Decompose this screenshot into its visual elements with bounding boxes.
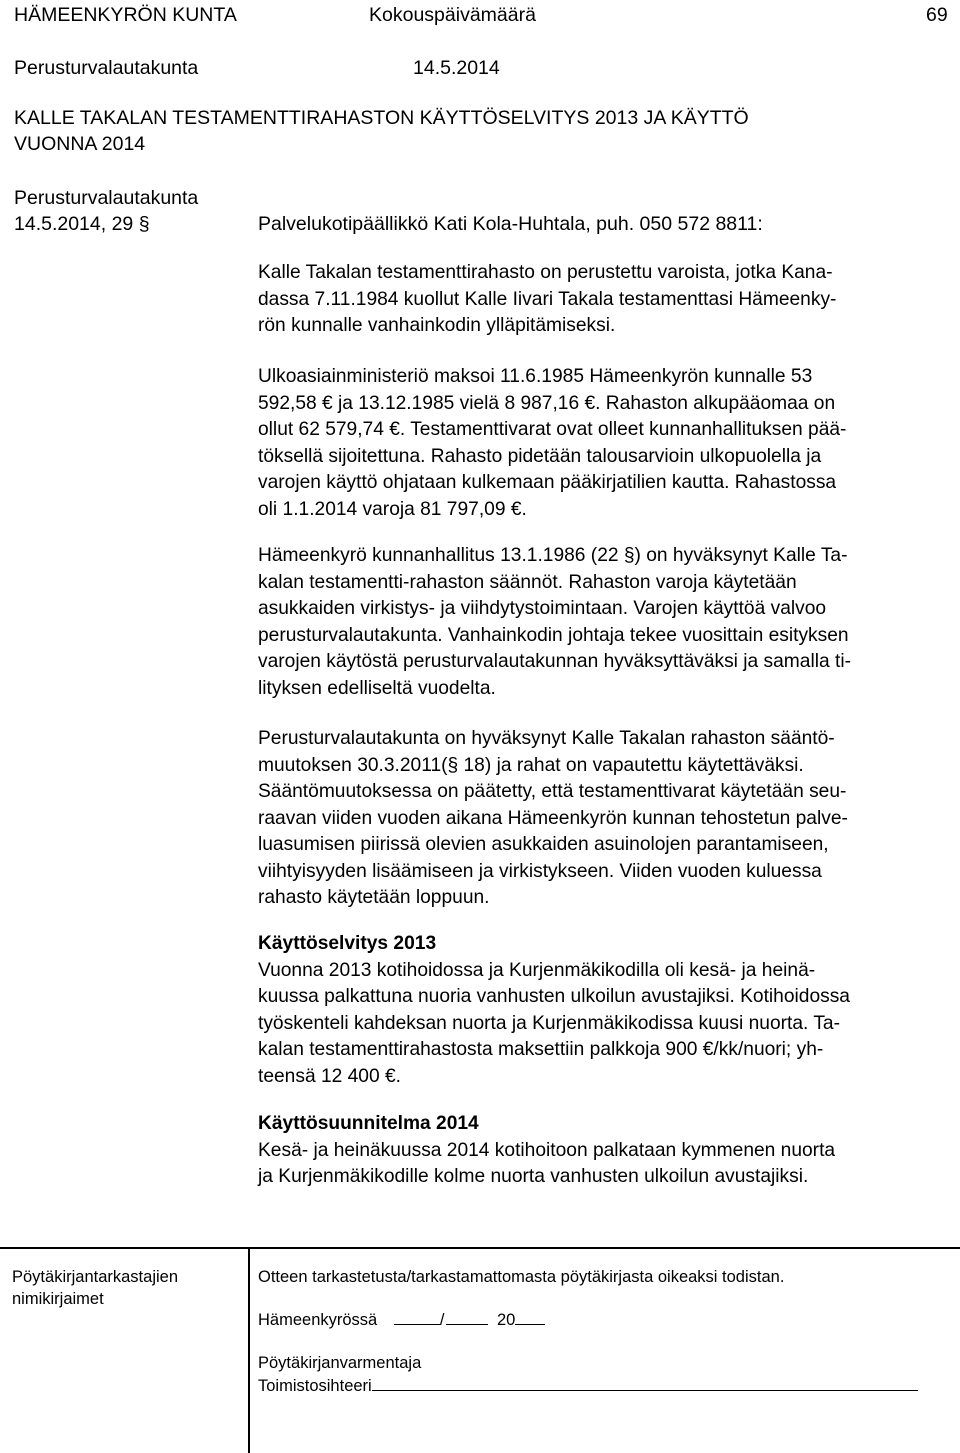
text-line: työskenteli kahdeksan nuorta ja Kurjenmäkikodissa kuusi nuorta. Ta- — [258, 1012, 840, 1034]
section-heading: Käyttöselvitys 2013 — [258, 933, 437, 954]
text-line: ollut 62 579,74 €. Testamenttivarat ovat olleet kunnanhallituksen pää- — [258, 419, 847, 440]
year-prefix: 20 — [497, 1311, 516, 1329]
item-reference: 14.5.2014, 29 § — [14, 213, 150, 235]
text-line: rön kunnalle vanhainkodin ylläpitämiseksi. — [258, 315, 616, 336]
footer-divider — [0, 1247, 960, 1249]
text-line: Hämeenkyrö kunnanhallitus 13.1.1986 (22 §) on hyväksynyt Kalle Ta- — [258, 545, 848, 566]
text-line: 592,58 € ja 13.12.1985 vielä 8 987,16 €. Rahaston alkupääomaa on — [258, 392, 836, 414]
text-line: varojen käyttö ohjataan kulkemaan pääkirjatilien kautta. Rahastossa — [258, 472, 837, 493]
certification-place-date — [258, 1308, 545, 1331]
paragraph-3 — [258, 543, 958, 702]
certifier-role: Toimistosihteeri — [258, 1377, 372, 1395]
certifier-role-line — [258, 1374, 918, 1397]
initials-label-line-1: Pöytäkirjantarkastajien — [12, 1268, 178, 1286]
initials-label-line-2: nimikirjaimet — [12, 1290, 104, 1308]
signature-initials-label — [12, 1266, 178, 1310]
section-usage-report-2013 — [258, 931, 958, 1090]
document-type: Kokouspäivämäärä — [369, 4, 536, 26]
text-line: kalan testamentti-rahaston säännöt. Rahaston varoja käytetään — [258, 571, 797, 593]
text-line: varojen käytöstä perusturvalautakunnan hyväksyttäväksi ja samalla ti- — [258, 651, 851, 672]
section-heading: Käyttösuunnitelma 2014 — [258, 1113, 479, 1134]
text-line: kuussa palkattuna nuoria vanhusten ulkoilun avustajiksi. Kotihoidossa — [258, 986, 850, 1007]
text-line: teensä 12 400 €. — [258, 1065, 401, 1087]
text-line: raavan viiden vuoden aikana Hämeenkyrön kunnan tehostetun palve- — [258, 807, 848, 829]
text-line: Perusturvalautakunta on hyväksynyt Kalle Takalan rahaston sääntö- — [258, 728, 835, 749]
text-line: Kalle Takalan testamenttirahasto on perustettu varoista, jotka Kana- — [258, 262, 833, 283]
meeting-date: 14.5.2014 — [413, 57, 500, 79]
text-line: asukkaiden virkistys- ja viihdytystoimintaan. Varojen käyttöä valvoo — [258, 598, 827, 619]
committee-name: Perusturvalautakunta — [14, 187, 199, 209]
paragraph-4 — [258, 726, 958, 912]
text-line: Vuonna 2013 kotihoidossa ja Kurjenmäkikodilla oli kesä- ja heinä- — [258, 959, 816, 981]
date-separator: / — [439, 1311, 445, 1329]
text-line: töksellä sijoitettuna. Rahasto pidetään talousarvioin ulkopuolella ja — [258, 445, 822, 467]
text-line: viihtyisyyden lisäämiseen ja virkistykseen. Viiden vuoden kuluessa — [258, 860, 822, 882]
text-line: ja Kurjenmäkikodille kolme nuorta vanhusten ulkoilun avustajiksi. — [258, 1166, 809, 1187]
text-line: lityksen edelliseltä vuodelta. — [258, 677, 496, 699]
text-line: Kesä- ja heinäkuussa 2014 kotihoitoon palkataan kymmenen nuorta — [258, 1139, 836, 1161]
text-line: muutoksen 30.3.2011(§ 18) ja rahat on vapautettu käytettäväksi. — [258, 754, 804, 776]
page-number: 69 — [926, 4, 948, 26]
paragraph-2 — [258, 364, 958, 523]
certifier-title: Pöytäkirjanvarmentaja — [258, 1354, 422, 1372]
text-line: dassa 7.11.1984 kuollut Kalle Iivari Takala testamenttasi Hämeenky- — [258, 288, 837, 310]
text-line: Sääntömuutoksessa on päätetty, että testamenttivarat käytetään seu- — [258, 781, 847, 802]
document-title-line-1: KALLE TAKALAN TESTAMENTTIRAHASTON KÄYTTÖSELVITYS 2013 JA KÄYTTÖ — [14, 107, 749, 129]
text-line: luasumisen piirissä olevien asukkaiden asuinolojen parantamiseen, — [258, 834, 829, 855]
paragraph-1 — [258, 260, 958, 340]
year-blank — [515, 1308, 545, 1325]
text-line: oli 1.1.2014 varoja 81 797,09 €. — [258, 498, 527, 520]
day-blank — [394, 1308, 440, 1325]
document-title-line-2: VUONNA 2014 — [14, 133, 146, 155]
municipality-name: HÄMEENKYRÖN KUNTA — [14, 4, 237, 26]
signature-blank — [372, 1374, 918, 1391]
section-usage-plan-2014 — [258, 1111, 958, 1191]
text-line: Ulkoasiainministeriö maksoi 11.6.1985 Hämeenkyrön kunnalle 53 — [258, 366, 813, 387]
text-line: perusturvalautakunta. Vanhainkodin johtaja tekee vuosittain esityksen — [258, 624, 849, 646]
footer-column-divider — [248, 1249, 250, 1453]
preparer: Palvelukotipäällikkö Kati Kola-Huhtala, puh. 050 572 8811: — [258, 213, 763, 235]
month-blank — [446, 1308, 488, 1325]
text-line: kalan testamenttirahastosta maksettiin palkkoja 900 €/kk/nuori; yh- — [258, 1039, 824, 1060]
certification-place: Hämeenkyrössä — [258, 1311, 378, 1329]
meeting-body: Perusturvalautakunta — [14, 57, 199, 79]
text-line: rahasto käytetään loppuun. — [258, 887, 490, 908]
certification-statement: Otteen tarkastetusta/tarkastamattomasta pöytäkirjasta oikeaksi todistan. — [258, 1268, 785, 1286]
